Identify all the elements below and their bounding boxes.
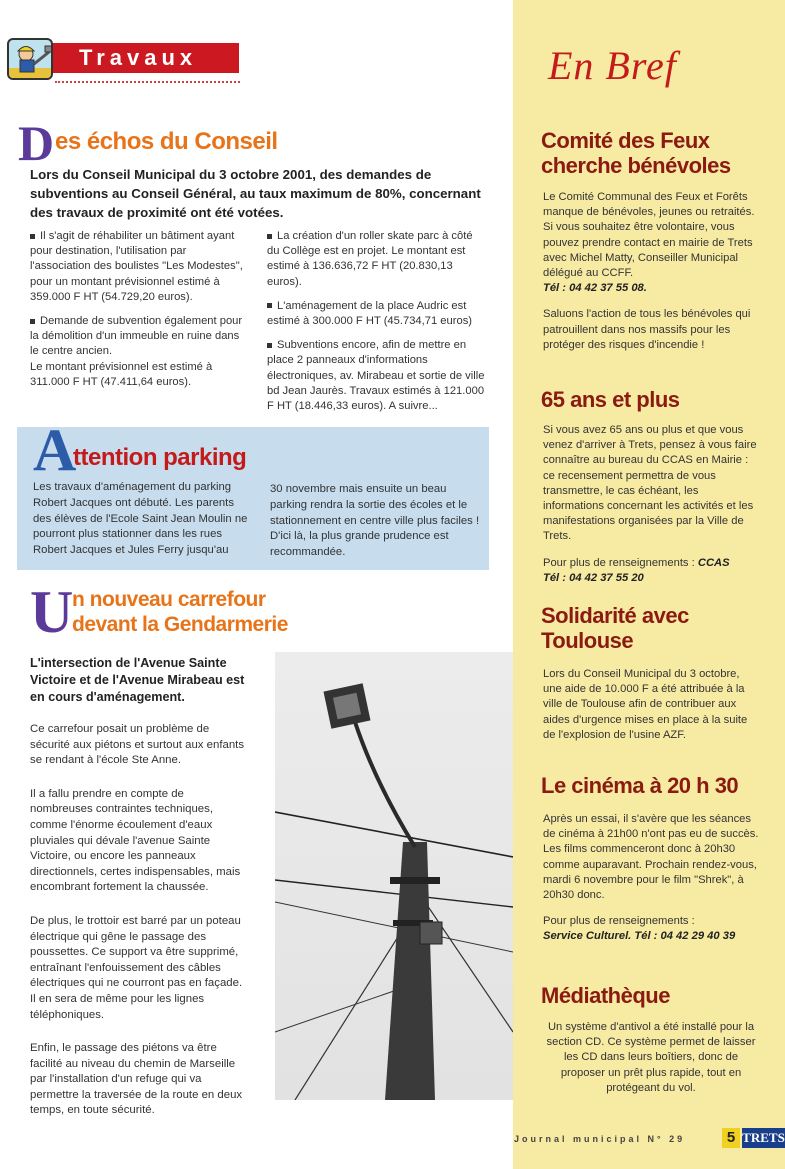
utility-pole-photo <box>275 652 513 1100</box>
bullet-icon <box>267 343 272 348</box>
sidebar-item-title: Le cinéma à 20 h 30 <box>541 773 739 798</box>
rubric-label: Travaux <box>53 43 239 73</box>
bullet-icon <box>30 234 35 239</box>
article1-lede: Lors du Conseil Municipal du 3 octobre 2001, des demandes de subventions au Conseil Général, au taux maximum de 80%, concernant des travaux de proximité ont été votées. <box>30 167 481 220</box>
list-item-continued: Le montant prévisionnel est estimé à 311.000 F HT (47.411,64 euros). <box>30 360 213 388</box>
bullet-icon <box>267 234 272 239</box>
sidebar-item-text: Si vous avez 65 ans ou plus et que vous venez d'arriver à Trets, pensez à vous faire connaître au bureau du CCAS en Mairie : ce recensement permettra de vous transmettre, le cas échéant, les informations concernant les activités et les manifestations organisées par la Ville de Trets. Pour plus de renseignements : CCAS Tél : 04 42 37 55 20 <box>543 423 759 586</box>
article3-body <box>30 722 248 1119</box>
article2-title: ttention parking <box>73 444 247 471</box>
drop-cap-u: U <box>30 579 74 645</box>
section-rubric <box>7 38 239 78</box>
paragraph: Ce carrefour posait un problème de sécurité aux piétons et surtout aux enfants se rendant à l'école Ste Anne. <box>30 723 245 767</box>
article1-column1 <box>30 229 245 390</box>
sidebar-item-text: Le Comité Communal des Feux et Forêts manque de bénévoles, jeunes ou retraités. Si vous souhaitez être volontaire, vous pouvez prendre contact en mairie de Trets avec Michel Matty, Conseiller Municipal délégué au CCFF. Tél : 04 42 37 55 08. Saluons l'action de tous les bénévoles qui patrouillent dans nos massifs pour les protéger des risques d'incendie ! <box>543 190 759 353</box>
phone-number: Tél : 04 42 37 55 08. <box>543 282 647 295</box>
drop-cap-a: A <box>33 417 77 483</box>
list-item: Il s'agit de réhabiliter un bâtiment ayant pour destination, l'utilisation par l'association des boulistes "Les Modestes", pour un montant prévisionnel estimé à 359.000 F HT (54.729,20 euros). <box>30 230 243 303</box>
sidebar-item-title: Médiathèque <box>541 983 670 1008</box>
phone-number: Service Culturel. Tél : 04 42 29 40 39 <box>543 930 736 943</box>
article3-title-line1: n nouveau carrefour <box>72 588 266 611</box>
list-item: Subventions encore, afin de mettre en place 2 panneaux d'informations électroniques, av. Mirabeau et sortie de ville bd Jean Jaurès. Travaux estimés à 121.000 F HT (18.446,33 euros). A suivre... <box>267 339 485 413</box>
article1-title: es échos du Conseil <box>55 128 278 155</box>
sidebar-item-title: Solidarité avec Toulouse <box>541 603 689 653</box>
sidebar-item-text: Un système d'antivol a été installé pour la section CD. Ce système permet de laisser les CD dans leurs boîtiers, donc de proposer un prêt plus rapide, tout en protégeant du vol. <box>546 1021 756 1094</box>
article2-column2: 30 novembre mais ensuite un beau parking rendra la sortie des écoles et le stationnement en centre ville plus faciles ! D'ici là, la plus grande prudence est recommandée. <box>270 483 480 559</box>
sidebar-item-text: Après un essai, il s'avère que les séances de cinéma à 21h00 n'ont pas eu de succès. Les films commenceront donc à 20h30 comme auparavant. Prochain rendez-vous, mardi 6 novembre pour le film "Shrek", à 20h30 donc. Pour plus de renseignements : Service Culturel. Tél : 04 42 29 40 39 <box>543 812 759 945</box>
drop-cap-d: D <box>18 115 55 171</box>
article3-title-line2: devant la Gendarmerie <box>72 613 288 636</box>
sidebar-en-bref <box>513 0 785 1169</box>
bullet-icon <box>30 319 35 324</box>
article3-lede: L'intersection de l'Avenue Sainte Victoire et de l'Avenue Mirabeau est en cours d'aménagement. <box>30 656 245 704</box>
list-item: La création d'un roller skate parc à côté du Collège est en projet. Le montant est estimé à 136.636,72 F HT (20.830,13 euros). <box>267 230 473 288</box>
list-item: Demande de subvention également pour la démolition d'un immeuble en ruine dans le centre ancien. <box>30 315 243 358</box>
journal-label: Journal municipal N° 29 <box>514 1134 686 1144</box>
article2-column1: Les travaux d'aménagement du parking Robert Jacques ont débuté. Les parents des élèves de l'Ecole Saint Jean Moulin ne pourront plus stationner dans les rues Robert Jacques et Jules Ferry jusqu'au <box>33 481 248 557</box>
rubric-divider <box>55 81 240 83</box>
sidebar-item-title: Comité des Feux cherche bénévoles <box>541 128 731 178</box>
phone-number: Tél : 04 42 37 55 20 <box>543 571 644 584</box>
bullet-icon <box>267 303 272 308</box>
sidebar-heading: En Bref <box>548 43 677 88</box>
article1-column2 <box>267 229 488 423</box>
list-item: L'aménagement de la place Audric est estimé à 300.000 F HT (45.734,71 euros) <box>267 299 473 328</box>
worker-icon <box>7 38 53 80</box>
sidebar-item-title: 65 ans et plus <box>541 387 680 412</box>
trets-logo: TRETS <box>742 1128 785 1148</box>
paragraph: De plus, le trottoir est barré par un poteau électrique qui gêne le passage des poussettes. Ce support va être supprimé, entraînant l'enfouissement des câbles électriques qui ne courront pas en façade. Il en sera de même pour les lignes téléphoniques. <box>30 914 243 1021</box>
page-number: 5 <box>722 1128 740 1148</box>
paragraph: Il a fallu prendre en compte de nombreuses contraintes techniques, comme l'énorme écoulement d'eaux pluviales qui dévale l'avenue Sainte Victoire, ou encore les panneaux directionnels, certes indispensables, mais encombrant fortement la chaussée. <box>30 787 241 894</box>
sidebar-item-text: Lors du Conseil Municipal du 3 octobre, une aide de 10.000 F a été attribuée à la ville de Toulouse afin de contribuer aux aides d'urgence mises en place à la suite de l'explosion de l'usine AZF. <box>543 668 748 741</box>
paragraph: Enfin, le passage des piétons va être facilité au niveau du chemin de Marseille par l'installation d'un refuge qui va permettre la traversée de la route en deux temps, en toute sécurité. <box>30 1042 243 1117</box>
